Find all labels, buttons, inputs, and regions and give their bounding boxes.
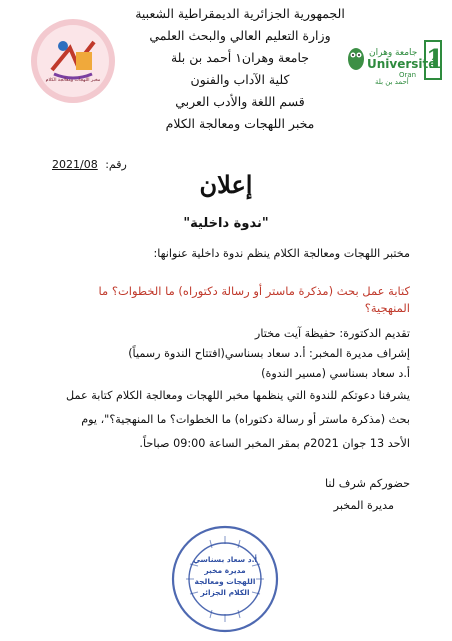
reference-value: 2021/08 (52, 158, 98, 171)
invitation-line-3: الأحد 13 جوان 2021م بمقر المخبر الساعة 09:00 صباحاً. (139, 437, 410, 450)
owl-icon (345, 42, 367, 72)
stamp-line-3: اللهجات ومعالجة (194, 577, 256, 586)
reference (52, 158, 127, 171)
header-lab: مخبر اللهجات ومعالجة الكلام (165, 116, 315, 131)
header-faculty: كلية الآداب والفنون (190, 72, 290, 87)
supervision: إشراف مديرة المخبر: أ.د سعاد بسناسي(افتتاح الندوة رسمياً) (128, 347, 410, 360)
university-name-fr: Université (367, 57, 437, 71)
header-department: قسم اللغة والأدب العربي (175, 94, 305, 109)
university-name-ar: جامعة وهران (369, 48, 418, 58)
reference-label: رقم: (105, 158, 127, 171)
event-title: "ندوة داخلية" (183, 216, 269, 231)
stamp-line-1: أ.د سعاد بسناسي (192, 555, 258, 564)
intro-text: مختبر اللهجات ومعالجة الكلام ينظم ندوة داخلية عنوانها: (153, 247, 410, 260)
stamp-line-2: مديرة مخبر (204, 566, 246, 575)
invitation-line-1: يشرفنا دعوتكم للندوة التي ينظمها مخبر اللهجات ومعالجة الكلام كتابة عمل (66, 389, 410, 402)
presenter: تقديم الدكتورة: حفيظة آيت مختار (254, 327, 410, 340)
header-university: جامعة وهران١ أحمد بن بلة (170, 50, 310, 65)
signature-title: مديرة المخبر (333, 499, 394, 512)
topic-line-1: كتابة عمل بحث (مذكرة ماستر أو رسالة دكتوراه) ما الخطوات؟ ما (98, 284, 410, 298)
university-name-ar-sub: أحمد بن بلة (375, 78, 409, 86)
topic-line-2: المنهجية؟ (364, 301, 410, 315)
university-city: Oran (399, 71, 417, 79)
official-stamp (170, 524, 280, 634)
university-logo (345, 40, 445, 90)
moderator: أ.د سعاد بسناسي (مسير الندوة) (261, 367, 410, 380)
announcement-title: إعلان (199, 170, 253, 199)
invitation-line-2: بحث (مذكرة ماستر أو رسالة دكتوراه) ما الخطوات؟ ما المنهجية؟"، يوم (81, 413, 410, 426)
university-number: 1 (424, 40, 442, 80)
stamp-line-4: الكلام الجزائر (200, 588, 250, 597)
lab-logo-caption: مخبر اللهجات ومعالجة الكلام (45, 78, 101, 83)
header-ministry: وزارة التعليم العالي والبحث العلمي (149, 28, 331, 43)
closing-text: حضوركم شرف لنا (324, 477, 410, 490)
header-country: الجمهورية الجزائرية الديمقراطية الشعبية (135, 6, 345, 21)
lab-logo (30, 18, 116, 104)
